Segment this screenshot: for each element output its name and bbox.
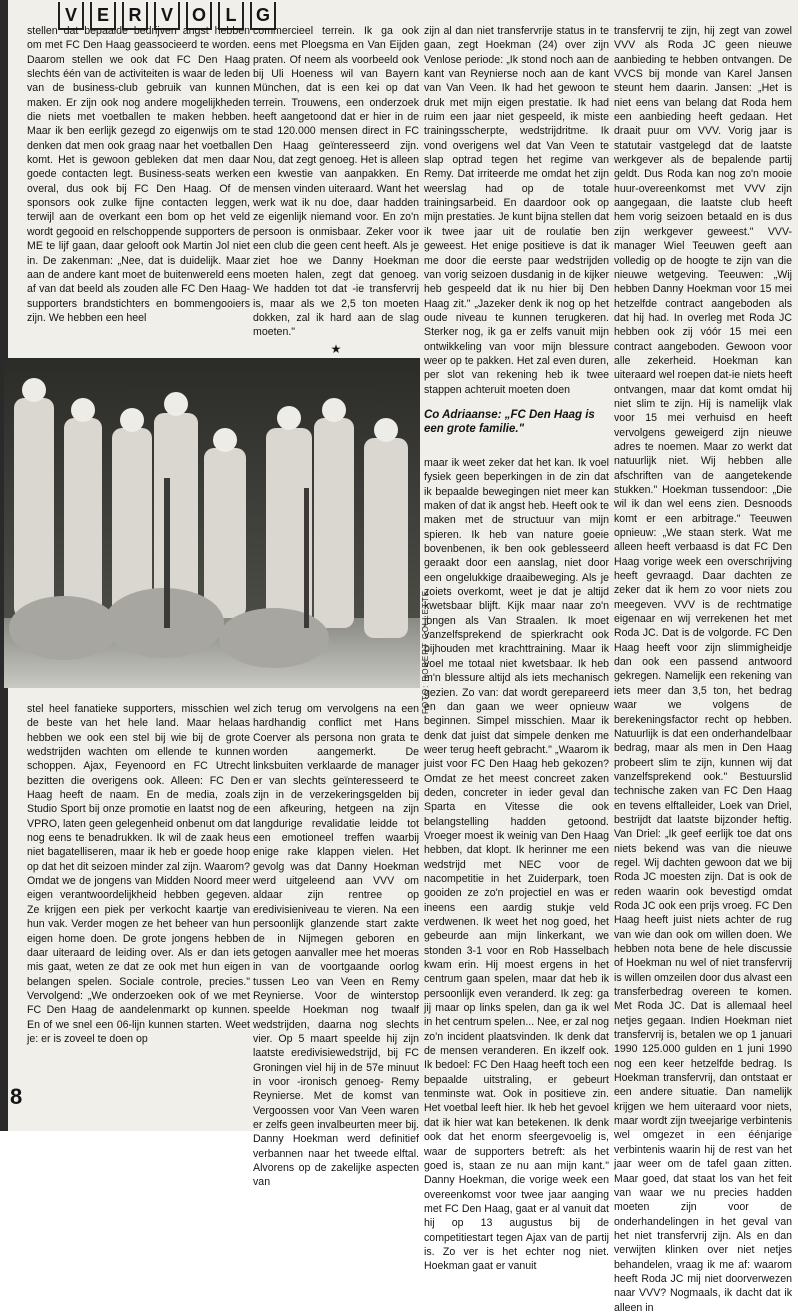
section-star: ★ <box>330 341 342 356</box>
article-column-2-top: commercieel terrein. Ik ga ook eens met Ploegsma en Van Eijden praten. Of neem als voorbeeld ook bij Uli Hoeness wil van Bayern München, dat is een kei op dat terrein. Trouwens, een onderzoek heeft aangetoond dat er hier in de stad 120.000 mensen direct in FC Den Haag geïnteresseerd zijn. Nou, dat zegt genoeg. Het is alleen een kwestie van aanpakken. En mensen vinden uiteraard. Want het werk wat ik nu doe, daar hadden ze eigenlijk niemand voor. En zo'n persoon is onmisbaar. Zeker voor een club die geen cent heeft. Als je ziet hoe we Danny Hoekman moeten halen, zegt dat genoeg. We hadden tot dat -ie transfervrij is, maar als we 2,5 ton moeten dokken, zal ik hard aan de slag moeten." ★ <box>253 25 419 356</box>
header-letter: O <box>186 2 212 30</box>
header-letter: E <box>90 2 116 30</box>
article-column-3-bottom: maar ik weet zeker dat het kan. Ik voel fysiek geen beperkingen in de zin dat ik bepaalde bewegingen niet meer kan maken of dat ik angst heb. Heeft ook te maken met de structuur van mijn spieren. Ik heb van nature goeie bovenbenen, ik ben ook geblesseerd geraakt door een aanslag, niet door een ongelukkige draaibeweging. Als je zoiets overkomt, weet je dat je altijd kwetsbaar blijft. Kijk maar naar zo'n jongen als Van Straalen. Ik moet vanzelfsprekend de spierkracht ook bijhouden met krachttraining. Maar ik voel me totaal niet kwetsbaar. Ik heb m'n blessure altijd als iets mechanisch gezien. Zo van: dat wordt gerepareerd en dan gaan we weer opnieuw beginnen. Simpel misschien. Maar ik denk dat juist dat simpele denken me weer terug heeft gebracht." „Waarom ik juist voor FC Den Haag heb gekozen? Omdat ze het meest concreet zaken deden, concreter in ieder geval dan Sparta en Vitesse die ook belangstelling hadden getoond. Vroeger moest ik weinig van Den Haag hebben, dat klopt. Ik herinner me een wedstrijd met NEC voor de nacompetitie in het Zuiderpark, toen gooiden ze zo'n projectiel en was er ineens een aardig stukje veld verdwenen. Ik weet het nog goed, het gebeurde aan mijn linkerkant, we stonden 3-1 voor en Rob Hasselbach kwam erin. Hij moest ergens in het centrum gaan spelen, maar dat heb ik persoonlijk even veranderd. Ik zeg: ga jij maar op links spelen, dan ga ik wel in het centrum spelen... Nee, er zal nog zo'n incident plaatsvinden. Ik denk dat de mensen veranderen. En ikzelf ook. Ik bedoel: FC Den Haag heeft toch een bepaalde uitstraling, er gebeurt tenminste wat. Ook in positieve zin. Het voetbal leeft hier. Ik heb het gevoel dat ik hier wat kan betekenen. Ik denk ook dat het enorm sfeergevoelig is, waar de supporters betreft: als het goed is, staan ze nu aan mijn kant." Danny Hoekman, die vorige week een overeenkomst voor twee jaar aanging met FC Den Haag, gaat er al vanuit dat hij op 13 augustus bij de competitiestart tegen Ajax van de partij is. Zo ver is het echter nog niet. Hoekman gaat er vanuit <box>424 457 609 1273</box>
photo-illustration <box>4 358 420 688</box>
article-column-1-top: stellen dat bepaalde bedrijven angst hebben om met FC Den Haag geassocieerd te worden. Daarom stellen we ook dat FC Den Haag slechts één van de activiteiten is waar de leden van de business-club gebruik van kunnen maken. Er zijn ook nog andere mogelijkheden die niets met voetballen te maken hebben. Maar ik ben eerlijk gezegd zo eigenwijs om te denken dat men ook graag naar het voetballen komt. Het is gewoon gebleken dat men daar goede contacten legt. Business-seats werken overal, dus ook bij FC Den Haag. Of de sponsors ook zulke fijne contacten leggen, terwijl aan de overkant een bom op het veld wordt gegooid en relschoppende supporters de ME te lijf gaan, daar gelooft ook Martin Jol niet in. De zakenman: „Nee, dat is duidelijk. Maar aan de andere kant moet de buitenwereld eens af van dat beeld als zouden alle FC Den Haag-supporters brandstichters en bommengooiers zijn. We hebben een heel <box>27 25 250 324</box>
article-column-4: transfervrij te zijn, hij zegt van zowel VVV als Roda JC geen nieuwe aanbieding te hebben ontvangen. De VVCS bij monde van Karel Jansen steunt hem daarin. Jansen: „Het is niet eens van belang dat Roda hem een aanbieding heeft gedaan. Het draait puur om VVV. Vorig jaar is statutair vastgelegd dat de laatste werkgever als de bepalende partij geldt. Dus Roda kan nog zo'n mooie huur-overeenkomst met VVV zijn aangegaan, die laatste club heeft hem vorig seizoen betaald en is dus zijn werkgever geweest." VVV-manager Wiel Teeuwen geeft aan volledig op de hoogte te zijn van die nieuwe wetgeving. Teeuwen: „Wij hebben Danny Hoekman voor 15 mei hetzelfde contract aangeboden als dat hij had. In overleg met Roda JC hebben ook zij vóór 15 mei een contract aangeboden. Gewoon voor alle zekerheid. Hoekman kan uiteraard wel roepen dat-ie niets heeft ontvangen, maar dat komt omdat hij niet slim te zijn. Hij is namelijk vlak voor 15 mei verhuisd en heeft vervolgens geweigerd zijn nieuwe adres te noemen. Maar zo werkt dat natuurlijk niet. Wij hebben alle afschriften van de aangetekende stukken." Hoekman tussendoor: „Die wil ik dan wel eens zien. Desnoods komt er een arbitrage." Teeuwen opnieuw: „We staan sterk. Wat me alleen heeft verbaasd is dat FC Den Haag vorige week een overschrijving heeft gevraagd. Daar dachten ze zeker dat ik hem zo voor niets zou meegeven. VVV is de rechtmatige eigenaar en wij verrekenen het met Roda JC. Dat is de volgorde. FC Den Haag heeft voor zijn slimmigheidje dan ook een passend antwoord gekregen. Namelijk een rekening van iets meer dan 3,5 ton, het bedrag waar we volgens de berekeningsfactor recht op hebben. Natuurlijk is dat een onderhandelbaar bedrag, maar als men in Den Haag probeert slim te zijn, kunnen wij dat vanzelfsprekend ook." Bestuurslid technische zaken van FC Den Haag en tevens elftalleider, Loek van Driel, bestrijdt dat laatste bijzonder heftig. Van Driel: „Ik geef eerlijk toe dat ons niets bekend was van die nieuwe regel. Wij dachten gewoon dat we bij Roda JC moesten zijn. Dat is ook de reden waarin ook bevestigd omdat Roda JC ook een prijs vroeg. FC Den Haag heeft juist niets achter de rug van wie dan ook om willen doen. We hebben nota bene de hele discussie of Hoekman nu wel of niet transfervrij is willen omzeilen door dus alvast een transferbedrag overeen te komen. Met Roda JC. Dat is allemaal heel netjes gegaan. Indien Hoekman niet transfervrij is, betalen we op 1 januari 1990 125.000 gulden en 1 juni 1990 nog een keer hetzelfde bedrag. Is Hoekman transfervrij, dan ontstaat er een andere situatie. Dan namelijk krijgen we hem uiteraard voor niets, maar wordt zijn tweejarige verbintenis wel omgezet in een éénjarige verbintenis waarin hij de rest van het jaar weer om de tafel gaan zitten. Maar goed, dat staat los van het feit van waar we nu precies hadden moeten zijn voor de onderhandelingen in het geval van het niet transfervrij zijn. Als en dan verwijten klinken over niet netjes behandelen, vraag ik me af: waarom heeft Roda JC mij niet doorverwezen naar VVV? Nogmaals, ik dacht dat ik alleen in <box>614 25 792 1314</box>
article-column-3-top: zijn al dan niet transfervrije status in te gaan, zegt Hoekman (24) over zijn Venlose periode: „Ik stond noch aan de kant van Reyniersе noch aan de kant van Van Veen. Ik had het gewoon te druk met mijn eigen prestatie. Ik had ruim een jaar niet gespeeld, ik miste trainingsscherpte, wedstrijdritme. Ik vond overigens wel dat Van Veen te slap optrad tegen het regime van Remy. Dat irriteerde me omdat het zijn weerslag had op de totale trainingsarbeid. En daardoor ook op mijn prestaties. Je kunt bijna stellen dat ik twee jaar uit de roulatie ben geweest. Het enige positieve is dat ik me door die eerste paar wedstrijden van vorig seizoen dusdanig in de kijker heb gespeeld dat ik nu hier bij Den Haag zit." „Jazeker denk ik nog op het oude niveau te kunnen terugkeren. Sterker nog, ik ga er zelfs vanuit mijn ontwikkeling van voor mijn blessure weer op te pakken. Het zal even duren, per slot van rekening heb ik twee stappen achteruit moeten doen <box>424 25 609 396</box>
page-number: 8 <box>10 1084 23 1109</box>
article-column-2-bottom: zich terug om vervolgens na een hardhandig conflict met Hans Coerver als persona non grata te worden aangemerkt. De linksbuiten verklaarde de manager er van slechts geïnteresseerd te zijn in de verzekeringsgelden bij een afkeuring, hetgeen na zijn langdurige revalidatie leidde tot een emotioneel treffen waarbij enige rake klappen vielen. Het gevolg was dat Danny Hoekman werd uitgeleend aan VVV om aldaar zijn rentree op eredivisieniveau te vieren. Na een persoonlijk glanzende start zakte de in Nijmegen geboren en getogen aanvaller mee het moeras in van de voortgaande oorlog tussen Leo van Veen en Remy Reyniersе. Voor de winterstop speelde Hoekman nog twaalf wedstrijden, daarna nog slechts vier. Op 5 maart speelde hij zijn laatste eredivisiewedstrijd, bij FC Groningen viel hij in de 57e minuut in voor -ironisch genoeg- Remy Reyniersе. Met de komst van Vergoossen voor Van Veen waren er zelfs geen invalbeurten meer bij. Danny Hoekman werd definitief verbannen naar het tweede elftal. Alvorens op de zakelijke aspecten van <box>253 703 419 1189</box>
header-letter: L <box>218 2 244 30</box>
crowd-photo <box>4 358 420 688</box>
header-letter: V <box>154 2 180 30</box>
photo-credit: FOTO: ROBERT COLLETTE <box>421 589 430 714</box>
article-column-1-bottom: stel heel fanatieke supporters, misschien wel de beste van het hele land. Maar helaas hebben we ook een stel bij wie bij de grote wedstrijden wachten om ellende te kunnen schoppen. Ajax, Feyenoord en FC Utrecht bezitten die overigens ook. Alleen: FC Den Haag heeft de naam. En de media, zoals Studio Sport bij onze promotie en laatst nog de VPRO, laten geen gelegenheid onbenut om dat nog eens te benadrukken. Ik wil de zaak heus niet bagatelliseren, maar ik heb er goede hoop op dat het dit seizoen minder zal zijn. Waarom? Omdat we de jongens van Midden Noord meer eigen verantwoordelijkheid hebben gegeven. Ze krijgen een piek per verkocht kaartje van hun vak. Verder mogen ze het beheer van hun eigen home doen. De grote jongens hebben daar uiteraard de leiding over. Als er dan iets mis gaat, weten ze dat ze ook met hun eigen belangen spelen. Sociale controle, precies." Vervolgend: „We onderzoeken ook of we met FC Den Haag de aandelenmarkt op kunnen. En of we snel een 06-lijn kunnen starten. Weet je: er is zoveel te doen op <box>27 703 250 1045</box>
header-letter: G <box>250 2 276 30</box>
header-letter: R <box>122 2 148 30</box>
subheading-quote: Co Adriaanse: „FC Den Haag is een grote familie." <box>424 409 595 435</box>
header-letter: V <box>58 2 84 30</box>
